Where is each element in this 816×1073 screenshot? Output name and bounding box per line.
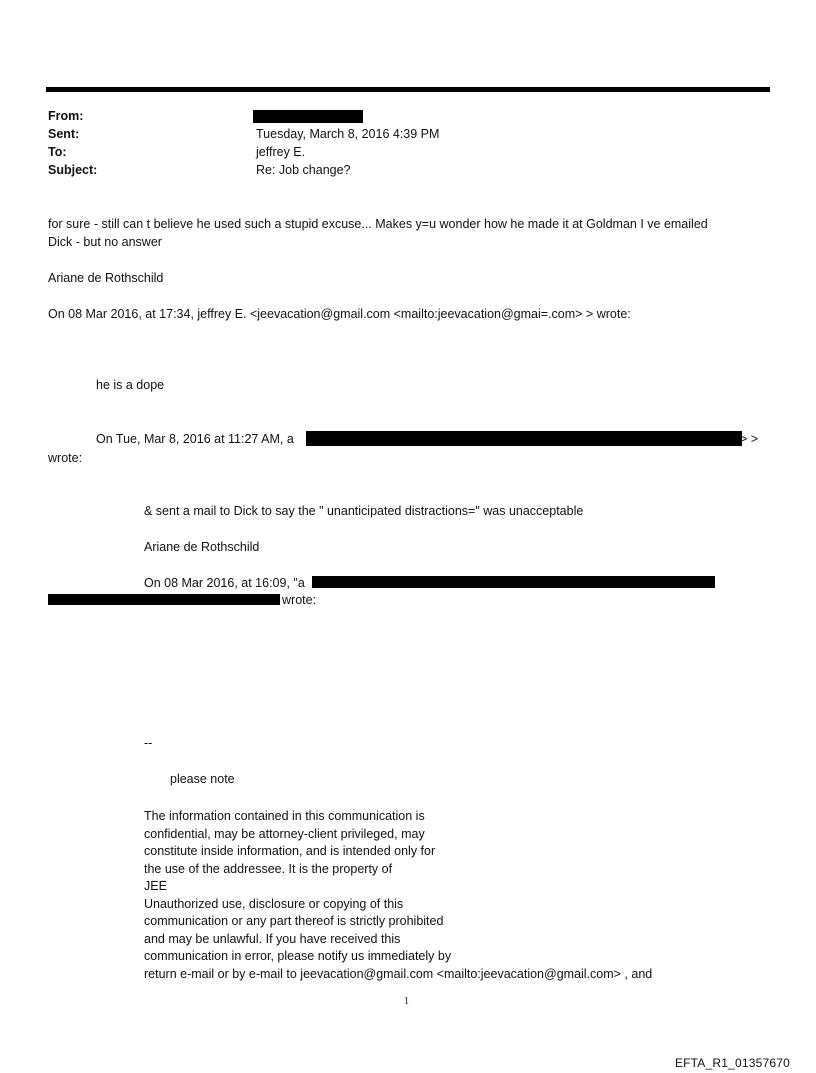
quote3-wrote: wrote:: [282, 593, 317, 607]
please-note: please note: [170, 772, 235, 786]
disclaimer-line: the use of the addressee. It is the property of: [144, 861, 393, 876]
quote2-wrote: wrote:: [48, 451, 83, 465]
disclaimer-line: communication or any part thereof is strictly prohibited: [144, 914, 444, 928]
from-redaction: [253, 110, 363, 123]
to-value: jeffrey E.: [256, 145, 306, 159]
signature-dashes: --: [144, 736, 153, 750]
quote3-intro-prefix: On 08 Mar 2016, at 16:09, "a: [144, 576, 305, 590]
quote2-intro-suffix: > >: [740, 432, 759, 446]
quote1-text: he is a dope: [96, 378, 165, 392]
quote3-redaction-1: [312, 576, 715, 588]
signature-2: Ariane de Rothschild: [144, 540, 260, 554]
disclaimer-line: return e-mail or by e-mail to jeevacation@gmail.com <mailto:jeevacation@gmail.com> , and: [144, 966, 653, 981]
header-rule: [46, 87, 770, 92]
body-line-1: for sure - still can t believe he used such a stupid excuse... Makes y=u wonder how he made it at Goldman I ve emailed: [48, 217, 708, 231]
quote2-text: & sent a mail to Dick to say the " unanticipated distractions=" was unacceptable: [144, 504, 584, 518]
from-label: From:: [48, 109, 84, 123]
subject-label: Subject:: [48, 163, 98, 177]
disclaimer-line: and may be unlawful. If you have received this: [144, 931, 401, 946]
disclaimer-block: [144, 808, 652, 983]
disclaimer-line: JEE: [144, 879, 167, 893]
quote3-redaction-2: [48, 594, 280, 605]
disclaimer-line: The information contained in this communication is: [144, 809, 425, 823]
disclaimer-line: Unauthorized use, disclosure or copying of this: [144, 896, 404, 911]
body-line-2: Dick - but no answer: [48, 235, 162, 249]
page-number: 1: [404, 996, 409, 1007]
to-label: To:: [48, 145, 67, 159]
quote2-redaction: [306, 431, 742, 446]
sent-label: Sent:: [48, 127, 80, 141]
bates-number: EFTA_R1_01357670: [674, 1056, 790, 1070]
disclaimer-line: communication in error, please notify us immediately by: [144, 949, 452, 963]
disclaimer-line: confidential, may be attorney-client privileged, may: [144, 826, 425, 841]
quote1-intro: On 08 Mar 2016, at 17:34, jeffrey E. <jeevacation@gmail.com <mailto:jeevacation@gmai=.com> > wrote:: [48, 307, 631, 321]
disclaimer-line: constitute inside information, and is intended only for: [144, 844, 436, 858]
signature-1: Ariane de Rothschild: [48, 271, 164, 285]
subject-value: Re: Job change?: [256, 163, 351, 177]
quote2-intro-prefix: On Tue, Mar 8, 2016 at 11:27 AM, a: [96, 432, 294, 446]
sent-value: Tuesday, March 8, 2016 4:39 PM: [256, 127, 440, 141]
